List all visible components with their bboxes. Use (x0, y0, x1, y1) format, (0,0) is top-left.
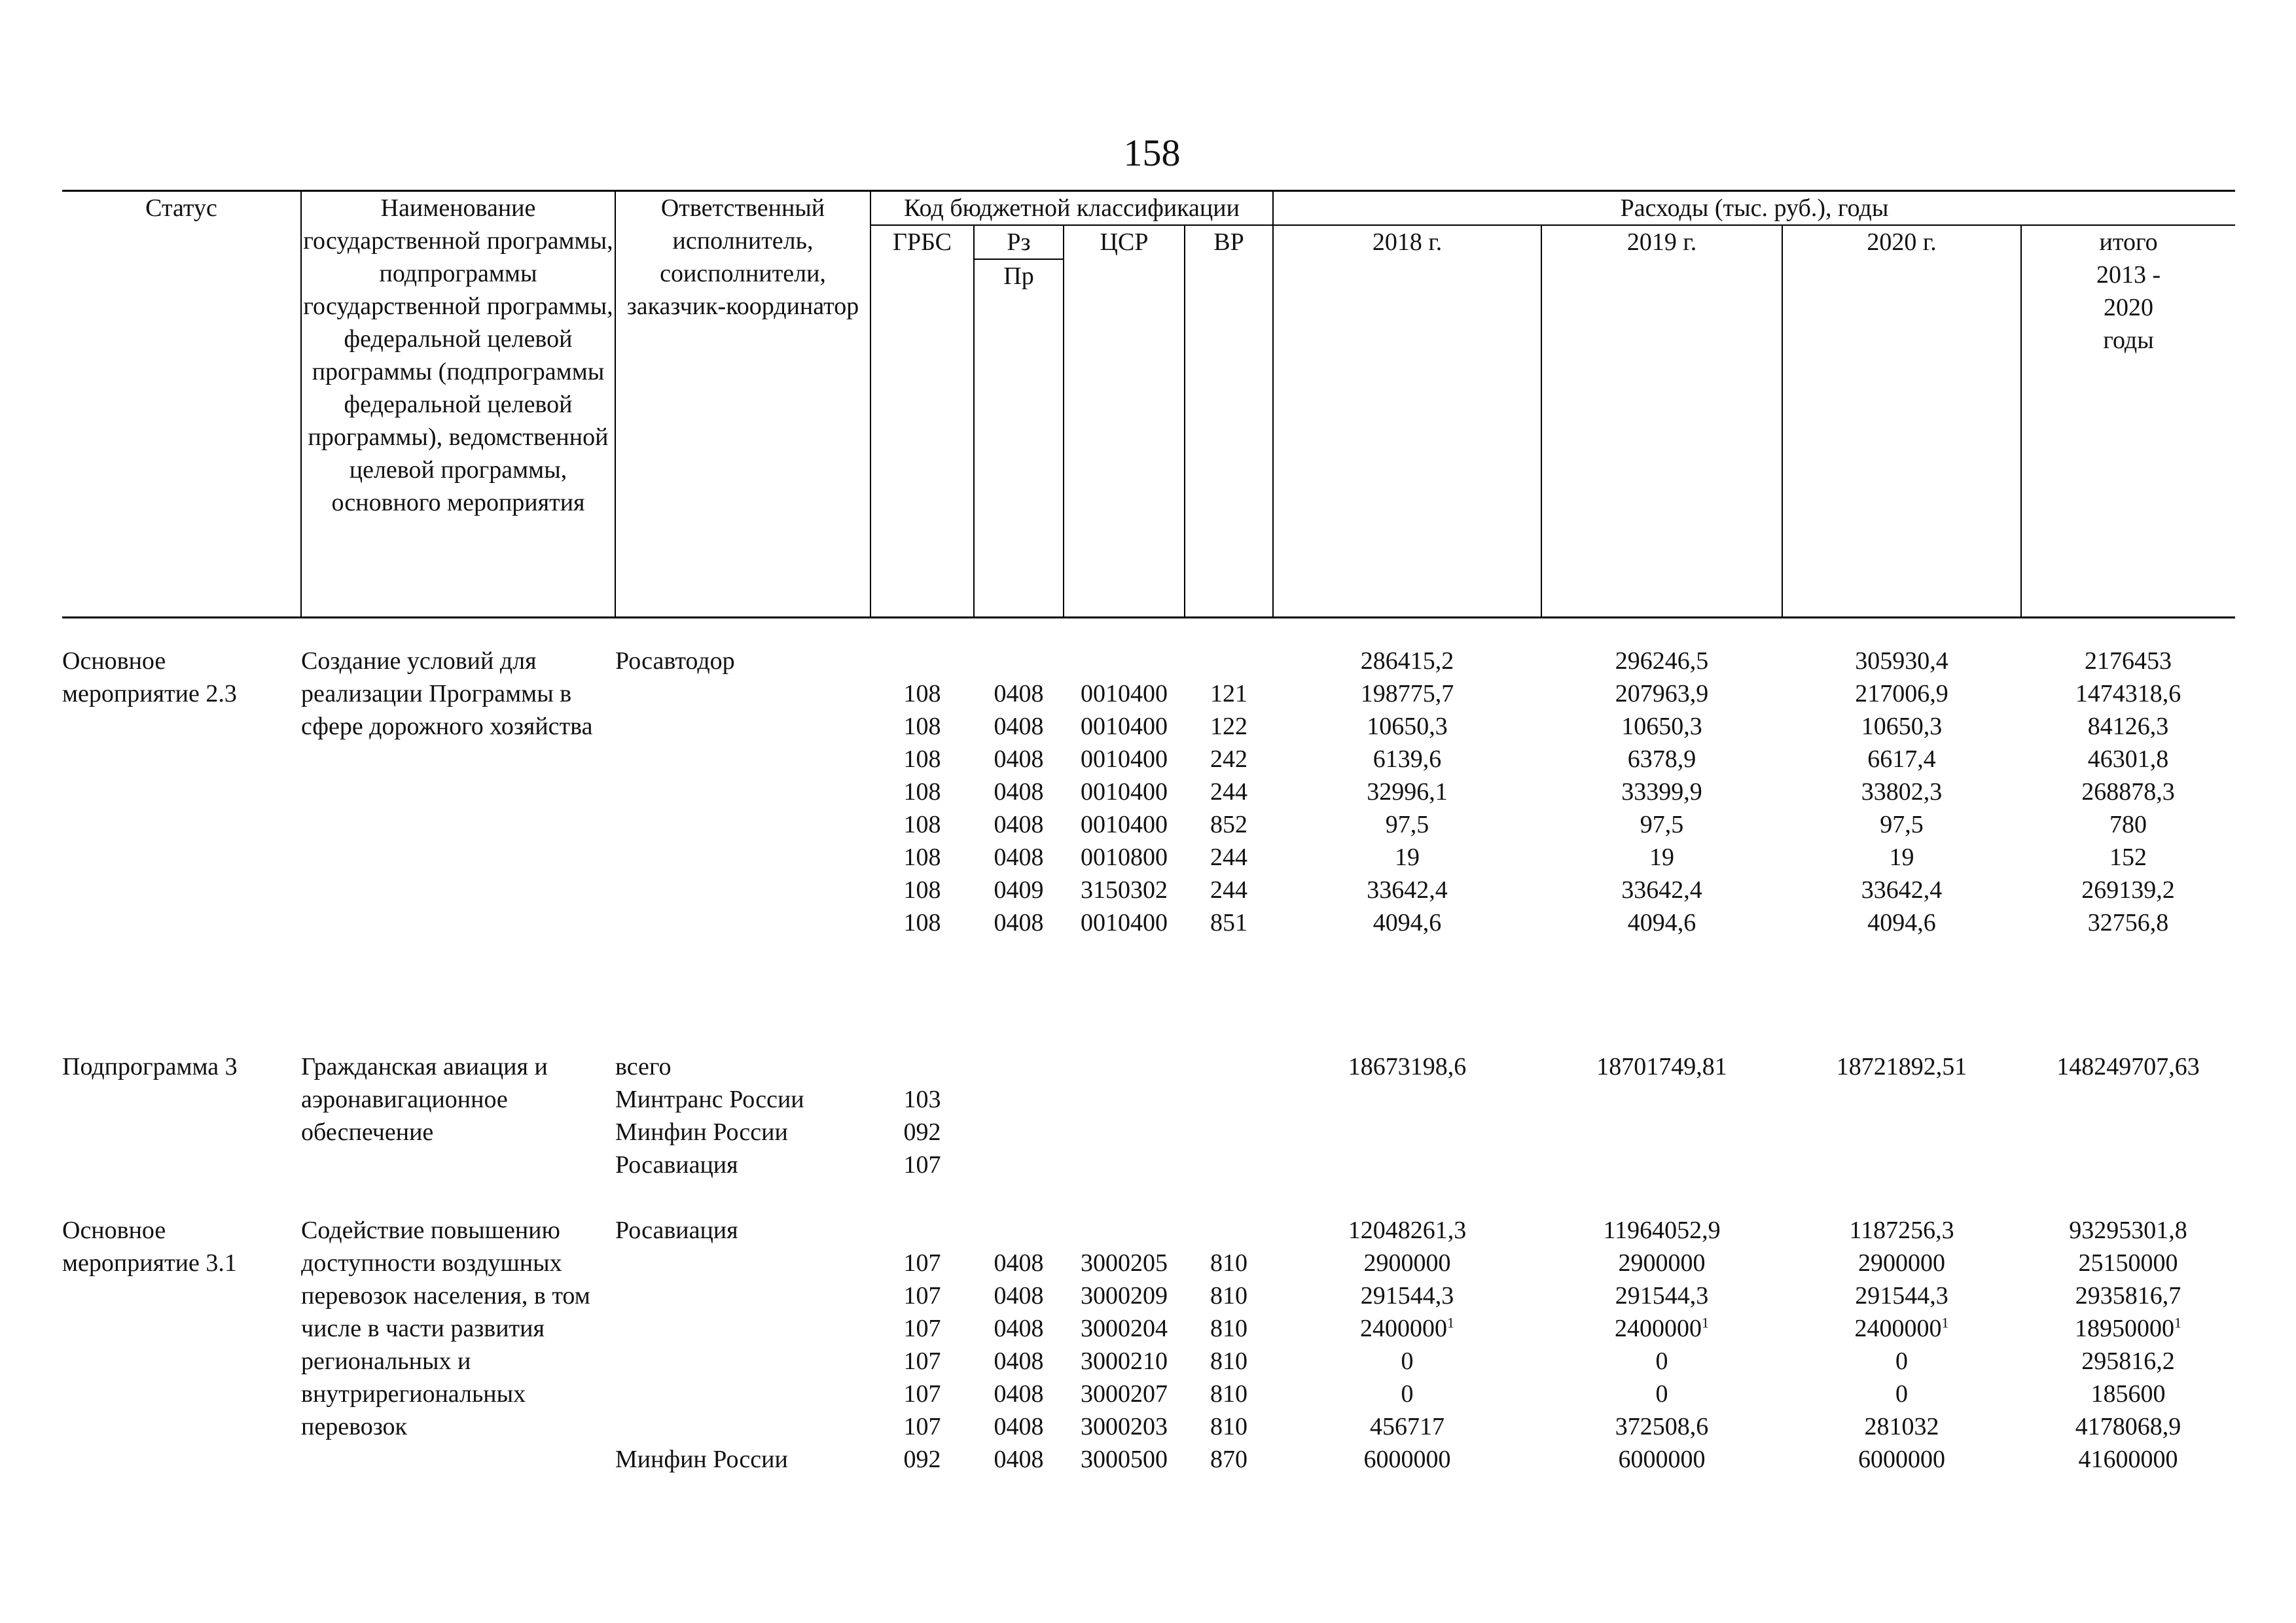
amount-y2020-cell: 217006,9 (1855, 680, 1948, 707)
rzpr-cell: 0408 (994, 1446, 1044, 1473)
amount-y2020-cell: 0 (1895, 1380, 1909, 1408)
status-cell: Основное мероприятие 2.3 (62, 647, 237, 707)
amount-y2018-cell: 0 (1401, 1380, 1414, 1408)
amount-y2020-cell: 6000000 (1858, 1446, 1946, 1473)
header-rz: Рз (974, 225, 1064, 259)
amount-y2019-cell: 2900000 (1618, 1249, 1706, 1277)
grbs-cell: 108 (903, 876, 941, 904)
csr-cell: 3000210 (1081, 1347, 1168, 1375)
footnote-mark: 1 (1702, 1314, 1710, 1331)
spacer-row (62, 1181, 2235, 1214)
amount-y2020-cell (1782, 1116, 2021, 1149)
vr-cell: 242 (1210, 745, 1248, 773)
amount-y2019-cell: 33399,9 (1621, 778, 1702, 806)
amount-y2019-cell (1541, 1083, 1782, 1116)
csr-cell: 0010800 (1081, 844, 1168, 871)
amount-total-cell: 2935816,7 (2075, 1282, 2181, 1310)
amount-y2018-cell: 456717 (1370, 1413, 1445, 1440)
amount-y2019-cell: 6000000 (1618, 1446, 1706, 1473)
amount-y2018-cell: 12048261,3 (1348, 1217, 1467, 1244)
amount-total-cell: 1474318,6 (2075, 680, 2181, 707)
amount-y2018-cell (1273, 1116, 1541, 1149)
amount-total-cell: 25150000 (2078, 1249, 2178, 1277)
vr-cell: 122 (1210, 713, 1248, 740)
amount-total-cell: 268878,3 (2081, 778, 2175, 806)
responsible-cell: Росавтодор (615, 647, 735, 675)
csr-cell: 3000203 (1081, 1413, 1168, 1440)
responsible-cell (615, 677, 870, 710)
grbs-cell: 103 (903, 1086, 941, 1113)
header-status: Статус (62, 191, 301, 618)
grbs-cell: 108 (903, 680, 941, 707)
amount-y2018-cell: 18673198,6 (1348, 1053, 1467, 1080)
rzpr-cell (974, 1149, 1064, 1181)
rzpr-cell: 0408 (994, 811, 1044, 838)
amount-y2019-cell: 296246,5 (1615, 647, 1709, 675)
csr-cell: 0010400 (1081, 778, 1168, 806)
csr-cell: 3150302 (1081, 876, 1168, 904)
vr-cell: 810 (1210, 1315, 1248, 1342)
amount-y2019-cell: 4094,6 (1627, 909, 1696, 936)
header-pr: Пр (974, 259, 1064, 618)
responsible-cell (615, 808, 870, 841)
grbs-cell (870, 645, 974, 677)
amount-y2018-cell: 10650,3 (1367, 713, 1448, 740)
amount-y2020-cell: 281032 (1864, 1413, 1939, 1440)
csr-cell: 0010400 (1081, 680, 1168, 707)
amount-y2018-cell: 19 (1395, 844, 1420, 871)
vr-cell (1185, 645, 1273, 677)
csr-cell (1064, 1050, 1185, 1083)
amount-y2018-cell: 2900000 (1363, 1249, 1451, 1277)
amount-total-cell: 41600000 (2078, 1446, 2178, 1473)
rzpr-cell: 0408 (994, 745, 1044, 773)
amount-y2018-cell: 97,5 (1385, 811, 1429, 838)
status-cell: Подпрограмма 3 (62, 1053, 238, 1080)
amount-total-cell (2021, 1083, 2235, 1116)
responsible-cell: Минфин России (615, 1446, 788, 1473)
amount-total-cell (2021, 1116, 2235, 1149)
vr-cell: 121 (1210, 680, 1248, 707)
amount-y2020-cell: 33802,3 (1861, 778, 1943, 806)
rzpr-cell: 0409 (994, 876, 1044, 904)
table-body (62, 618, 2235, 1476)
rzpr-cell: 0408 (994, 1347, 1044, 1375)
amount-y2020-cell: 33642,4 (1861, 876, 1943, 904)
responsible-cell (615, 1378, 870, 1410)
vr-cell: 810 (1210, 1249, 1248, 1277)
csr-cell (1064, 1214, 1185, 1247)
csr-cell: 0010400 (1081, 713, 1168, 740)
table-row (62, 1050, 2235, 1083)
amount-y2019-cell: 18701749,81 (1596, 1053, 1727, 1080)
vr-cell: 810 (1210, 1282, 1248, 1310)
csr-cell (1064, 1083, 1185, 1116)
amount-y2020-cell (1782, 1149, 2021, 1181)
amount-y2018-cell: 2400000$^1$ (1360, 1314, 1455, 1342)
responsible-cell (615, 874, 870, 906)
amount-y2020-cell: 1187256,3 (1849, 1217, 1954, 1244)
grbs-cell: 107 (903, 1151, 941, 1179)
spacer-row (62, 939, 2235, 1050)
amount-y2019-cell: 19 (1649, 844, 1675, 871)
vr-cell: 244 (1210, 778, 1248, 806)
footnote-mark: 1 (1941, 1314, 1949, 1331)
grbs-cell: 107 (903, 1413, 941, 1440)
spacer-cell (62, 939, 2235, 1050)
csr-cell: 0010400 (1081, 909, 1168, 936)
grbs-cell: 107 (903, 1249, 941, 1277)
amount-y2018-cell: 4094,6 (1372, 909, 1442, 936)
rzpr-cell: 0408 (994, 1249, 1044, 1277)
amount-y2020-cell: 0 (1895, 1347, 1909, 1375)
responsible-cell (615, 743, 870, 776)
amount-y2020-cell: 4094,6 (1867, 909, 1936, 936)
amount-y2020-cell: 305930,4 (1855, 647, 1948, 675)
amount-y2018-cell (1273, 1149, 1541, 1181)
rzpr-cell: 0408 (994, 1282, 1044, 1310)
vr-cell: 810 (1210, 1347, 1248, 1375)
vr-cell: 244 (1210, 844, 1248, 871)
rzpr-cell: 0408 (994, 1413, 1044, 1440)
amount-y2018-cell: 33642,4 (1367, 876, 1448, 904)
csr-cell: 0010400 (1081, 745, 1168, 773)
header-vr: ВР (1185, 225, 1273, 618)
grbs-cell: 107 (903, 1282, 941, 1310)
grbs-cell: 092 (903, 1446, 941, 1473)
name-cell: Создание условий для реализации Программы в сфере дорожного хозяйства (301, 647, 593, 740)
spacer-cell (62, 1181, 2235, 1214)
responsible-cell: Минтранс России (615, 1086, 804, 1113)
amount-y2020-cell (1782, 1083, 2021, 1116)
grbs-cell: 107 (903, 1347, 941, 1375)
rzpr-cell: 0408 (994, 844, 1044, 871)
amount-total-cell: 93295301,8 (2069, 1217, 2187, 1244)
header-2019: 2019 г. (1541, 225, 1782, 618)
page-number: 158 (1123, 132, 1181, 174)
spacer-row (62, 618, 2235, 645)
amount-total-cell: 84126,3 (2087, 713, 2169, 740)
rzpr-cell: 0408 (994, 680, 1044, 707)
responsible-cell (615, 1345, 870, 1378)
amount-y2018-cell: 6000000 (1363, 1446, 1451, 1473)
amount-y2019-cell: 0 (1655, 1380, 1668, 1408)
header-responsible: Ответственный исполнитель, соисполнители, заказчик-координатор (615, 191, 870, 618)
amount-y2018-cell: 286415,2 (1360, 647, 1454, 675)
csr-cell (1064, 1149, 1185, 1181)
rzpr-cell (974, 1116, 1064, 1149)
amount-y2019-cell: 33642,4 (1621, 876, 1702, 904)
table-header (62, 191, 2235, 618)
responsible-cell (615, 906, 870, 939)
amount-y2019-cell: 372508,6 (1615, 1413, 1709, 1440)
footnote-mark: 1 (1447, 1314, 1455, 1331)
responsible-cell (615, 1247, 870, 1279)
spacer-cell (62, 618, 2235, 645)
grbs-cell: 092 (903, 1118, 941, 1146)
rzpr-cell: 0408 (994, 778, 1044, 806)
grbs-cell: 107 (903, 1315, 941, 1342)
vr-cell: 244 (1210, 876, 1248, 904)
amount-y2018-cell: 6139,6 (1372, 745, 1442, 773)
amount-y2018-cell: 291544,3 (1360, 1282, 1454, 1310)
responsible-cell (615, 1279, 870, 1312)
header-total: итого 2013 - 2020 годы (2021, 225, 2235, 618)
table-row (62, 645, 2235, 677)
rzpr-cell (974, 645, 1064, 677)
amount-y2019-cell: 97,5 (1640, 811, 1684, 838)
responsible-cell (615, 1410, 870, 1443)
footnote-mark: 1 (2174, 1314, 2182, 1331)
amount-total-cell: 4178068,9 (2075, 1413, 2181, 1440)
vr-cell (1185, 1149, 1273, 1181)
csr-cell: 3000205 (1081, 1249, 1168, 1277)
csr-cell: 3000209 (1081, 1282, 1168, 1310)
amount-total-cell: 185600 (2090, 1380, 2166, 1408)
name-cell: Гражданская авиация и аэронавигационное обеспечение (301, 1053, 548, 1146)
vr-cell (1185, 1214, 1273, 1247)
budget-table (62, 190, 2235, 1476)
grbs-cell: 108 (903, 811, 941, 838)
csr-cell: 3000204 (1081, 1315, 1168, 1342)
amount-total-cell: 18950000$^1$ (2075, 1314, 2182, 1342)
responsible-cell (615, 1312, 870, 1345)
rzpr-cell (974, 1214, 1064, 1247)
amount-total-cell: 269139,2 (2081, 876, 2175, 904)
vr-cell: 851 (1210, 909, 1248, 936)
amount-y2019-cell: 291544,3 (1615, 1282, 1709, 1310)
vr-cell (1185, 1083, 1273, 1116)
amount-y2020-cell: 291544,3 (1855, 1282, 1948, 1310)
amount-y2019-cell: 2400000$^1$ (1615, 1314, 1710, 1342)
amount-y2018-cell: 32996,1 (1367, 778, 1448, 806)
header-2018: 2018 г. (1273, 225, 1541, 618)
vr-cell (1185, 1050, 1273, 1083)
vr-cell: 810 (1210, 1413, 1248, 1440)
amount-y2020-cell: 18721892,51 (1836, 1053, 1967, 1080)
amount-y2019-cell: 11964052,9 (1603, 1217, 1721, 1244)
csr-cell: 0010400 (1081, 811, 1168, 838)
grbs-cell: 108 (903, 778, 941, 806)
rzpr-cell: 0408 (994, 713, 1044, 740)
name-cell: Содействие повышению доступности воздушных перевозок населения, в том числе в части развития региональных и внутрирегиональных перевозок (301, 1217, 590, 1440)
amount-y2020-cell: 2900000 (1858, 1249, 1946, 1277)
amount-y2020-cell: 10650,3 (1861, 713, 1943, 740)
rzpr-cell: 0408 (994, 909, 1044, 936)
csr-cell: 3000207 (1081, 1380, 1168, 1408)
amount-y2019-cell: 207963,9 (1615, 680, 1709, 707)
csr-cell (1064, 1116, 1185, 1149)
amount-y2019-cell (1541, 1116, 1782, 1149)
grbs-cell: 107 (903, 1380, 941, 1408)
responsible-cell: всего (615, 1053, 672, 1080)
responsible-cell: Росавиация (615, 1217, 738, 1244)
vr-cell: 870 (1210, 1446, 1248, 1473)
status-cell: Основное мероприятие 3.1 (62, 1217, 237, 1277)
header-budget-code: Код бюджетной классификации (870, 191, 1273, 226)
vr-cell (1185, 1116, 1273, 1149)
rzpr-cell (974, 1083, 1064, 1116)
responsible-cell (615, 776, 870, 808)
responsible-cell: Росавиация (615, 1151, 738, 1179)
amount-total-cell (2021, 1149, 2235, 1181)
amount-y2020-cell: 97,5 (1880, 811, 1924, 838)
amount-y2020-cell: 19 (1889, 844, 1914, 871)
table-row (62, 1214, 2235, 1247)
amount-total-cell: 2176453 (2085, 647, 2172, 675)
rzpr-cell: 0408 (994, 1380, 1044, 1408)
amount-total-cell: 46301,8 (2087, 745, 2169, 773)
amount-y2020-cell: 2400000$^1$ (1854, 1314, 1949, 1342)
header-expenses: Расходы (тыс. руб.), годы (1273, 191, 2235, 226)
grbs-cell: 108 (903, 745, 941, 773)
rzpr-cell: 0408 (994, 1315, 1044, 1342)
header-2020: 2020 г. (1782, 225, 2021, 618)
csr-cell (1064, 645, 1185, 677)
amount-total-cell: 295816,2 (2081, 1347, 2175, 1375)
amount-y2018-cell: 0 (1401, 1347, 1414, 1375)
grbs-cell: 108 (903, 713, 941, 740)
amount-total-cell: 780 (2109, 811, 2147, 838)
grbs-cell: 108 (903, 844, 941, 871)
grbs-cell (870, 1050, 974, 1083)
amount-y2018-cell: 198775,7 (1360, 680, 1454, 707)
amount-total-cell: 148249707,63 (2056, 1053, 2200, 1080)
header-csr: ЦСР (1064, 225, 1185, 618)
amount-total-cell: 32756,8 (2087, 909, 2169, 936)
responsible-cell: Минфин России (615, 1118, 788, 1146)
amount-y2018-cell (1273, 1083, 1541, 1116)
csr-cell: 3000500 (1081, 1446, 1168, 1473)
header-name: Наименование государственной программы, подпрограммы государственной программы, федеральной целевой программы (подпрограммы федеральной целевой программы), ведомственной целевой программы, основного мероприятия (301, 191, 615, 618)
amount-y2019-cell: 6378,9 (1627, 745, 1696, 773)
vr-cell: 852 (1210, 811, 1248, 838)
amount-total-cell: 152 (2109, 844, 2147, 871)
responsible-cell (615, 710, 870, 743)
amount-y2019-cell: 10650,3 (1621, 713, 1702, 740)
amount-y2019-cell: 0 (1655, 1347, 1668, 1375)
grbs-cell: 108 (903, 909, 941, 936)
responsible-cell (615, 841, 870, 874)
amount-y2019-cell (1541, 1149, 1782, 1181)
header-grbs: ГРБС (870, 225, 974, 618)
grbs-cell (870, 1214, 974, 1247)
vr-cell: 810 (1210, 1380, 1248, 1408)
rzpr-cell (974, 1050, 1064, 1083)
amount-y2020-cell: 6617,4 (1867, 745, 1936, 773)
